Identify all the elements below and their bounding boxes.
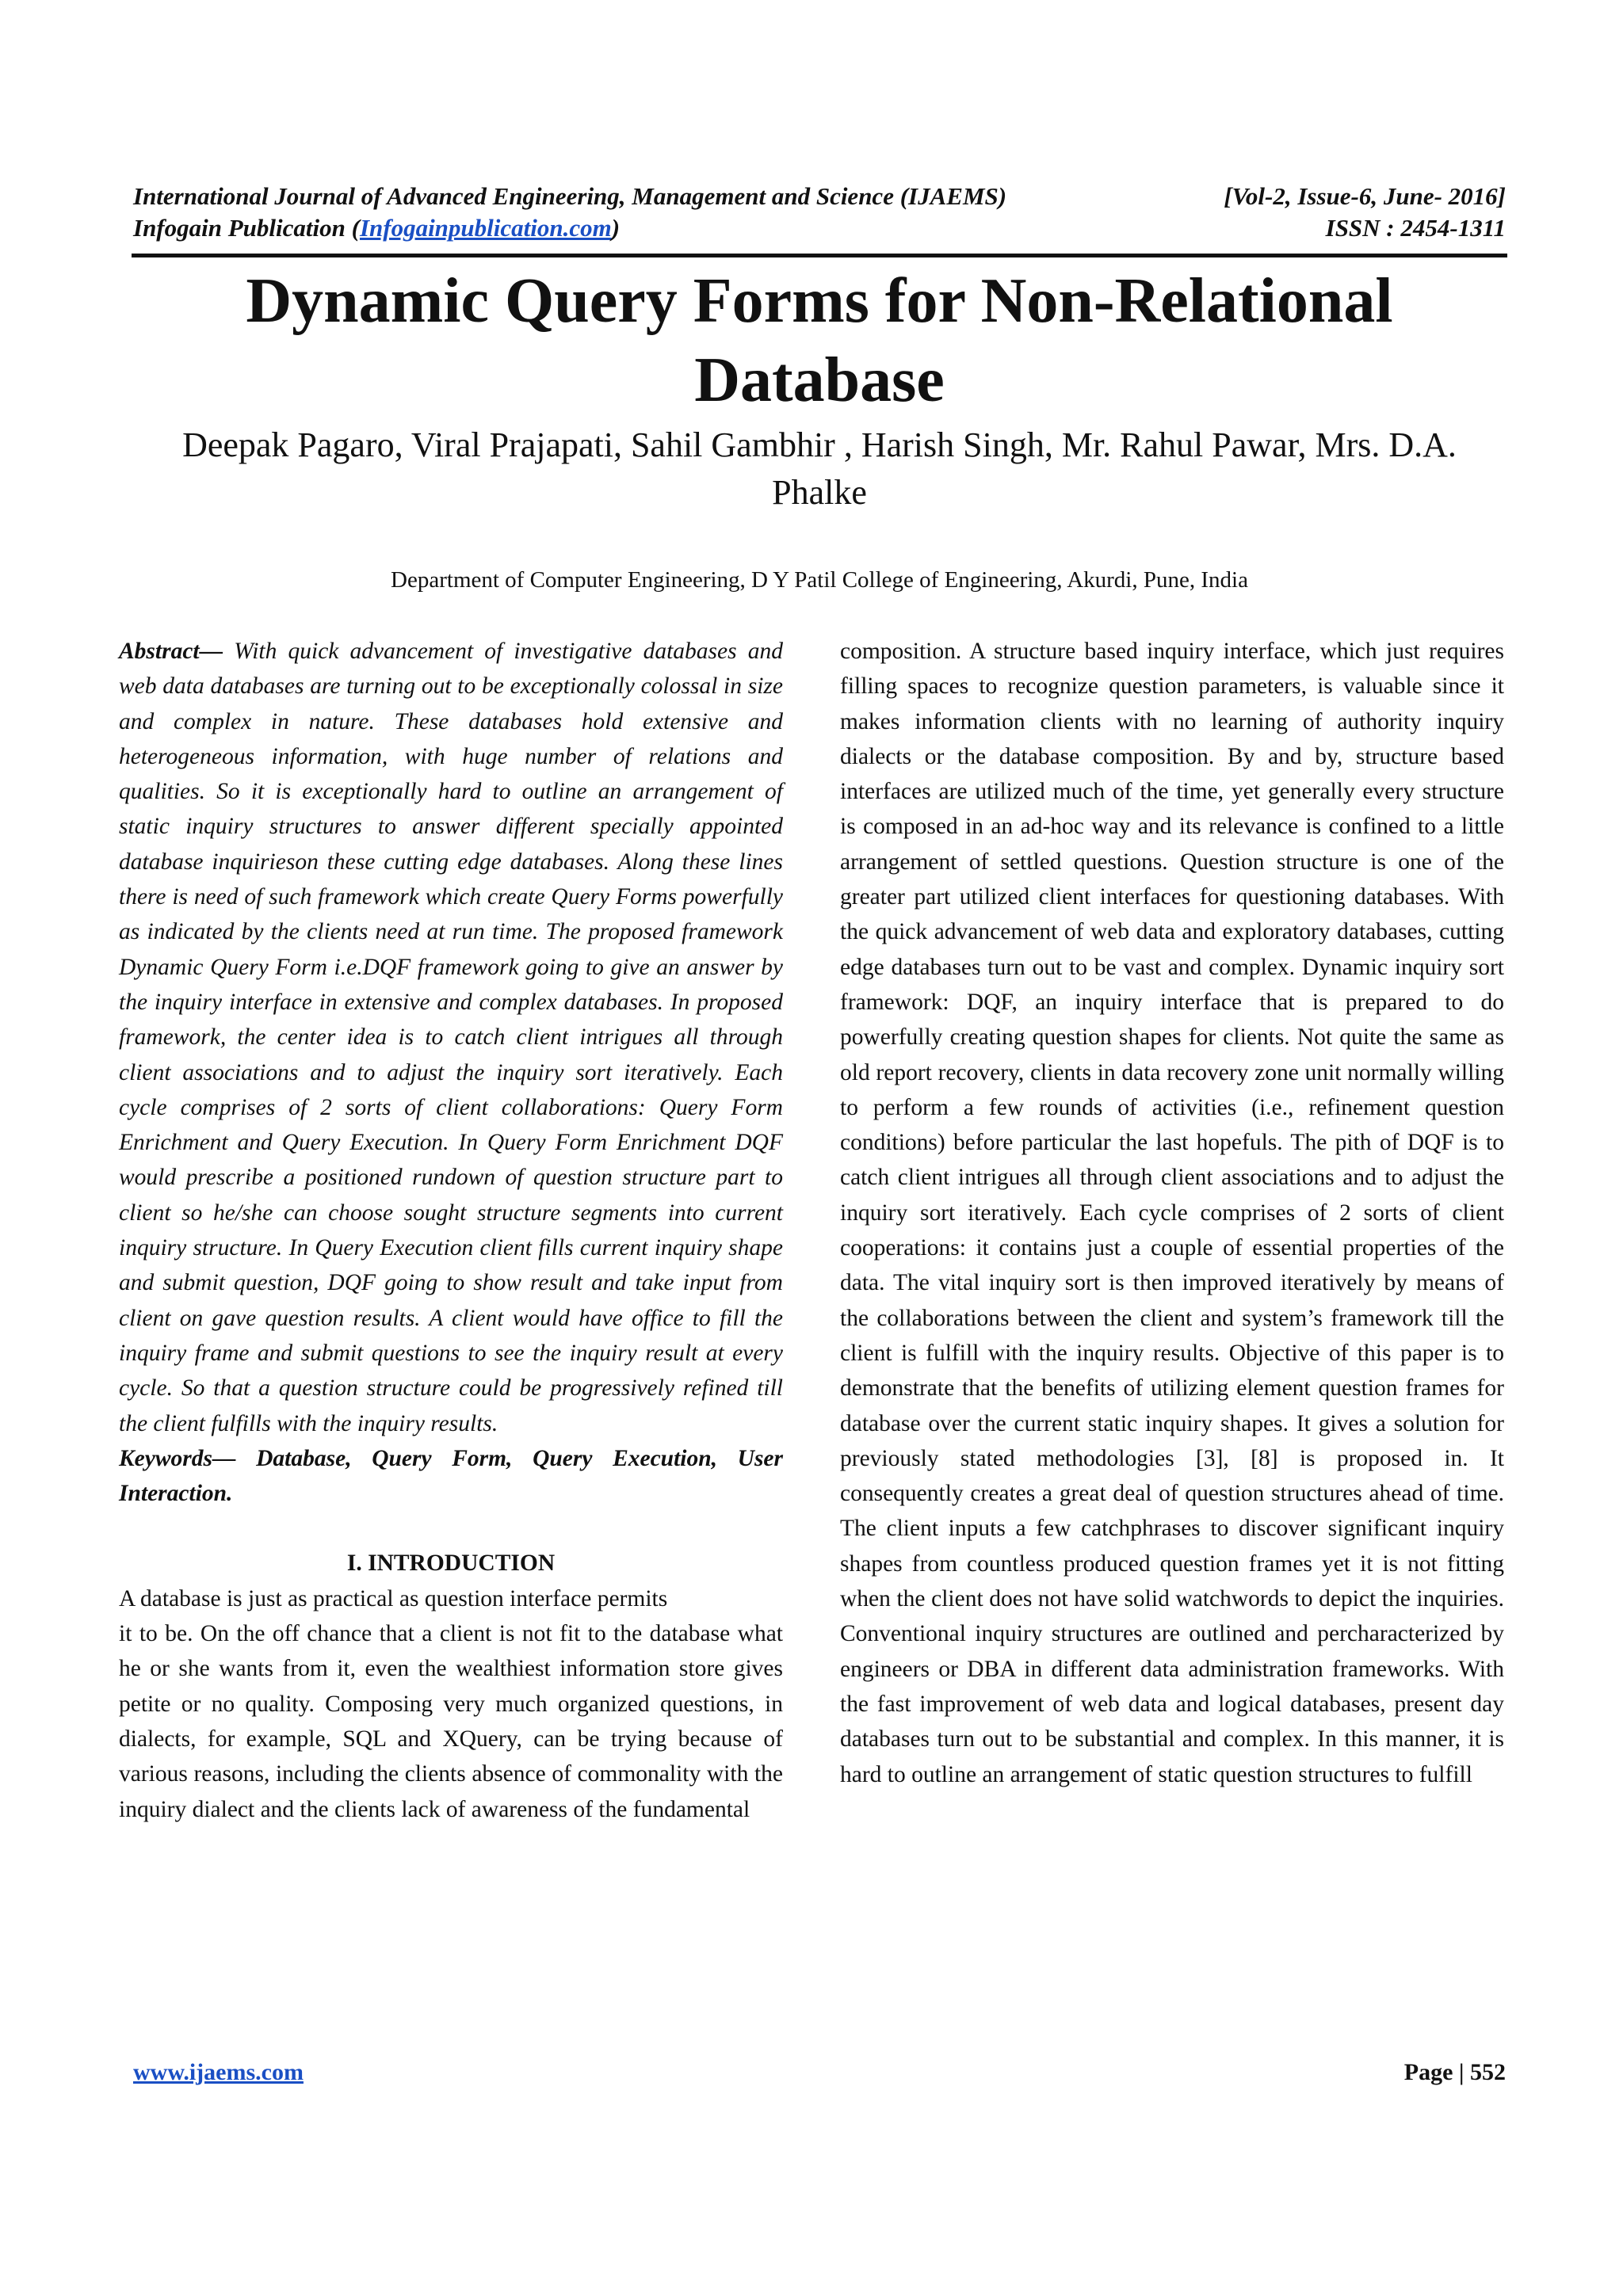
volume-info: [Vol-2, Issue-6, June- 2016] <box>1224 182 1506 210</box>
right-column <box>840 634 1504 1792</box>
section-heading-introduction: I. INTRODUCTION <box>346 1550 556 1577</box>
publisher-prefix: Infogain Publication ( <box>133 214 360 242</box>
journal-name: International Journal of Advanced Engineering, Management and Science (IJAEMS) <box>133 182 1007 210</box>
left-column <box>119 634 783 1827</box>
publisher-suffix: ) <box>611 214 621 242</box>
issn: ISSN : 2454-1311 <box>1325 214 1506 242</box>
abstract <box>119 634 783 1441</box>
author-list: Deepak Pagaro, Viral Prajapati, Sahil Gambhir , Harish Singh, Mr. Rahul Pawar, Mrs. D.A. Phalke <box>182 425 1457 512</box>
abstract-text: With quick advancement of investigative databases and web data databases are turning out to be exceptionally colossal in size and complex in nature. These databases hold extensive and heterogeneous information, with huge number of relations and qualities. So it is exceptionally hard to outline an arrangement of static inquiry structures to answer different specially appointed database inquirieson these cutting edge databases. Along these lines there is need of such framework which create Query Forms powerfully as indicated by the clients need at run time. The proposed framework Dynamic Query Form i.e.DQF framework going to give an answer by the inquiry interface in extensive and complex databases. In proposed framework, the center idea is to catch client intrigues all through client associations and to adjust the inquiry sort iteratively. Each cycle comprises of 2 sorts of client collaborations: Query Form Enrichment and Query Execution. In Query Form Enrichment DQF would prescribe a positioned rundown of question structure part to client so he/she can choose sought structure segments into current inquiry structure. In Query Execution client fills current inquiry shape and submit question, DQF going to show result and take input from client on gave question results. A client would have office to fill the inquiry frame and submit questions to see the inquiry result at every cycle. So that a question structure could be progressively refined till the client fulfills with the inquiry results. <box>119 639 783 1436</box>
header-rule <box>132 254 1507 257</box>
page-footer <box>133 2057 1506 2088</box>
paper-title: Dynamic Query Forms for Non-Relational Database <box>246 266 1393 415</box>
right-column-paragraph: composition. A structure based inquiry interface, which just requires filling spaces to recognize question parameters, is valuable since it makes information clients with no learning of authority inquiry dialects or the database composition. By and by, structure based interfaces are utilized much of the time, yet generally every structure is composed in an ad-hoc way and its relevance is confined to a little arrangement of settled questions. Question structure is one of the greater part utilized client interfaces for questioning databases. With the quick advancement of web data and exploratory databases, cutting edge databases turn out to be vast and complex. Dynamic inquiry sort framework: DQF, an inquiry interface that is prepared to do powerfully creating question shapes for clients. Not quite the same as old report recovery, clients in data recovery zone unit normally willing to perform a few rounds of activities (i.e., refinement question conditions) before particular the last hopefuls. The pith of DQF is to catch client intrigues all through client associations and to adjust the inquiry sort iteratively. Each cycle comprises of 2 sorts of client cooperations: it contains just a couple of essential properties of the data. The vital inquiry sort is then improved iteratively by means of the collaborations between the client and system’s framework till the client is fulfill with the inquiry results. Objective of this paper is to demonstrate that the benefits of utilizing element question frames for database over the current static inquiry shapes. It gives a solution for previously stated methodologies [3], [8] is proposed in. It consequently creates a great deal of question structures ahead of time. The client inputs a few catchphrases to discover significant inquiry shapes from countless produced question frames yet it is not fitting when the client does not have solid watchwords to depict the inquiries. Conventional inquiry structures are outlined and percharacterized by engineers or DBA in different data administration frameworks. With the fast improvement of web data and logical databases, present day databases turn out to be substantial and complex. In this manner, it is hard to outline an arrangement of static question structures to fulfill <box>840 639 1504 1787</box>
intro-paragraph: it to be. On the off chance that a client is not fit to the database what he or she wants from it, even the wealthiest information store gives petite or no quality. Composing very much organized questions, in dialects, for example, SQL and XQuery, can be trying because of various reasons, including the clients absence of commonality with the inquiry dialect and the clients lack of awareness of the fundamental <box>119 1621 783 1822</box>
intro-first-line: A database is just as practical as question interface permits <box>119 1585 668 1611</box>
affiliation: Department of Computer Engineering, D Y Patil College of Engineering, Akurdi, Pune, India <box>391 567 1248 593</box>
journal-website-link[interactable]: www.ijaems.com <box>133 2059 304 2085</box>
keywords: Keywords— Database, Query Form, Query Execution, User Interaction. <box>119 1445 783 1507</box>
abstract-label: Abstract— <box>119 639 223 664</box>
page-number: Page | 552 <box>1403 2059 1506 2085</box>
publisher-line <box>133 212 620 244</box>
publisher-link[interactable]: Infogainpublication.com <box>359 214 612 242</box>
running-header <box>133 181 1506 244</box>
